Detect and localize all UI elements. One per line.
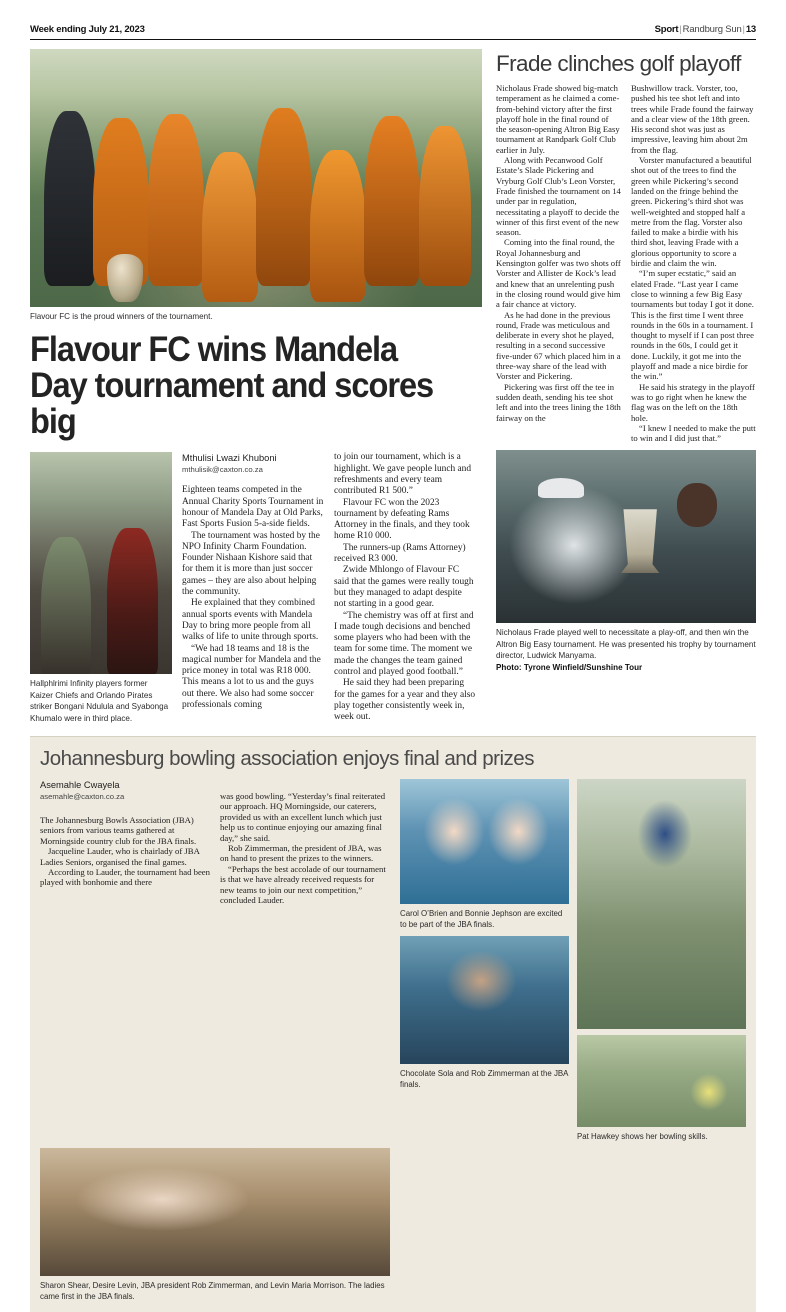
soccer-byline (182, 452, 324, 476)
bowling-caption-lawn: Pat Hawkey shows her bowling skills. (577, 1132, 708, 1142)
paragraph: to join our tournament, which is a highlight. We gave people lunch and refreshments and every team contributed R1 500.” (334, 452, 472, 497)
golf-body-col1 (496, 83, 621, 423)
masthead-publication: Randburg Sun (682, 24, 742, 35)
soccer-columns (30, 452, 482, 724)
golf-col-2 (631, 83, 756, 443)
bowling-byline (40, 779, 210, 803)
presenter-head (677, 483, 717, 527)
golf-columns (496, 83, 756, 443)
page-body (30, 49, 756, 724)
paragraph: Eighteen teams competed in the Annual Charity Sports Tournament in honour of Mandela Day at Old Parks, Fast Sports Fusion 5-a-side fields. (182, 485, 324, 530)
bowling-col-2 (220, 779, 390, 1142)
bowling-section (30, 736, 756, 1312)
trophy-cup (107, 254, 143, 302)
masthead-sep-1: | (679, 24, 682, 35)
bowling-group-photo (40, 1148, 390, 1276)
paragraph: Rob Zimmerman, the president of JBA, was on hand to present the prizes to the winners. (220, 843, 382, 864)
paragraph: Zwide Mhlongo of Flavour FC said that the games were really tough but they managed to adapt despite not starting in a good gear. (334, 565, 474, 610)
soccer-headline: Flavour FC wins Mandela Day tournament and scores big (30, 330, 434, 442)
golf-photo-caption (496, 623, 756, 673)
masthead-section-page (655, 24, 756, 35)
masthead (30, 0, 756, 40)
paragraph: Flavour FC won the 2023 tournament by defeating Rams Attorney in the finals, and they took home R10 000. (334, 497, 470, 542)
paragraph: The Johannesburg Bowls Association (JBA) seniors from various teams gathered at Morningside country club for the JBA finals. (40, 815, 197, 846)
bowling-men-photo (400, 936, 569, 1064)
paragraph: The tournament was hosted by the NPO Infinity Charm Foundation. Founder Nishaan Kishore said that for them it is more than just soccer games – they are also about helping the community. (182, 530, 320, 598)
soccer-byline-name: Mthulisi Lwazi Khuboni (182, 453, 277, 464)
paragraph: “Perhaps the best accolade of our tournament is that we have already received requests for new teams to join our next competition,” concluded Lauder. (220, 863, 386, 906)
golf-caption-text: Nicholaus Frade played well to necessitate a play-off, and then win the Altron Big Easy tournament. He was presented his trophy by tournament director, Ludwick Manyama. (496, 628, 756, 661)
masthead-date: Week ending July 21, 2023 (30, 24, 145, 35)
paragraph: As he had done in the previous round, Frade was meticulous and deliberate in every shot he played, resulting in a second successive five-under 67 which placed him in a three-way share of the lead with Vorster and Pickering. (496, 309, 621, 382)
soccer-photo-caption: Flavour FC is the proud winners of the tournament. (30, 312, 213, 321)
paragraph: Bushwillow track. Vorster, too, pushed his tee shot left and into trees while Frade found the fairway and a clear view of the 18th green. His second shot was just as impressive, leaving him about 2m from the flag. (631, 83, 754, 155)
bowling-caption-group: Sharon Shear, Desire Levin, JBA president Rob Zimmerman, and Levin Maria Morrison. The ladies came first in the JBA finals. (40, 1281, 385, 1302)
paragraph: “I knew I needed to make the putt to win and I did just that.” (631, 422, 756, 444)
bowling-bottom-row (40, 1148, 746, 1302)
soccer-body-col1 (182, 485, 324, 711)
bowling-photo-area (400, 779, 746, 1142)
bowling-photo-col-b (577, 779, 746, 1142)
bowling-body-col2 (220, 791, 390, 905)
bowling-headline: Johannesburg bowling association enjoys final and prizes (40, 747, 534, 771)
soccer-col-photo (30, 452, 172, 724)
soccer-players-caption: Hallphlrimi Infinity players former Kaizer Chiefs and Orlando Pirates striker Bongani Ndulula and Syabonga Khumalo were in third place. (30, 679, 169, 723)
soccer-col-1 (182, 452, 324, 724)
soccer-players-photo (30, 452, 172, 674)
soccer-col-2 (334, 452, 476, 724)
soccer-article (30, 49, 482, 724)
bowling-byline-name: Asemahle Cwayela (40, 780, 120, 791)
paragraph: He explained that they combined annual sports events with Mandela Day to bring more people from all walks of life to unite through sports. (182, 598, 319, 643)
bowling-caption-men: Chocolate Sola and Rob Zimmerman at the JBA finals. (400, 1069, 568, 1090)
masthead-section: Sport (654, 24, 679, 35)
bowling-byline-email: asemahle@caxton.co.za (40, 792, 125, 802)
paragraph: Jacqueline Lauder, who is chairlady of JBA Ladies Seniors, organised the final games. (40, 846, 200, 867)
bowling-body-col1 (40, 815, 210, 888)
bowling-two-ladies-photo (400, 779, 569, 904)
golf-photo (496, 450, 756, 623)
golf-trophy (618, 509, 662, 573)
bowling-group-block (40, 1148, 390, 1302)
golf-body-col2 (631, 83, 756, 443)
golfer-cap (538, 478, 584, 498)
paragraph: Pickering was first off the tee in sudden death, sending his tee shot left and into the trees lining the 18th fairway on the (496, 381, 621, 423)
paragraph: He said his strategy in the playoff was to go right when he knew the flag was on the left on the 18th hole. (631, 381, 755, 423)
paragraph: He said they had been preparing for the games for a year and they also play together consistently week in, week out. (334, 678, 476, 723)
paragraph: “I’m super ecstatic,” said an elated Frade. “Last year I came close to winning a few Big Easy tournaments but today I got it done. This is the first time I went three rounds in the 60s in a tournament. I thought to myself if I can post three rounds in the 60s, I could get it done. Luckily, it got me into the playoff and made a nice birdie for the win.” (631, 268, 754, 382)
soccer-body-col2 (334, 452, 476, 723)
bowling-grid (40, 779, 746, 1142)
bowling-photo-col-a (400, 779, 569, 1142)
golf-photo-credit: Photo: Tyrone Winfield/Sunshine Tour (496, 662, 643, 672)
paragraph: “We had 18 teams and 18 is the magical number for Mandela and the price money in total was R18 000. This means a lot to us and the guys out there. We also had some soccer professionals coming (182, 643, 321, 711)
paragraph: Nicholaus Frade showed big-match temperament as he claimed a come-from-behind victory after the first playoff hole in the final round of the season-opening Altron Big Easy tournament at Randpark Golf Club earlier in July. (496, 83, 620, 155)
paragraph: Coming into the final round, the Royal Johannesburg and Kensington golfer was two shots off Vorster and Allister de Kock’s lead and knew that an unrelenting push in the closing round would give him a fair chance at victory. (496, 237, 621, 310)
bowling-lady-bowling-photo (577, 779, 746, 1029)
golf-article (496, 49, 756, 724)
bowling-caption-two-ladies: Carol O’Brien and Bonnie Jephson are excited to be part of the JBA finals. (400, 909, 563, 930)
paragraph: Vorster manufactured a beautiful shot out of the trees to find the green while Pickering’s second landed on the fringe behind the green. Pickering’s third shot was well-weighted and stopped half a metre from the flag. Vorster also failed to make a birdie with his third shot, leaving Frade with a glorious opportunity to score a birdie and claim the win. (631, 155, 752, 269)
soccer-byline-email: mthulisik@caxton.co.za (182, 465, 263, 475)
bowling-col-1 (40, 779, 210, 1142)
paragraph: According to Lauder, the tournament had been played with bonhomie and there (40, 867, 210, 888)
paragraph: Along with Pecanwood Golf Estate’s Slade Pickering and Vryburg Golf Club’s Leon Vorster, Frade finished the tournament on 14 under par in regulation, necessitating a playoff to decide the winner of this first event of the new season. (496, 155, 621, 238)
bowling-lawn-photo (577, 1035, 746, 1127)
paragraph: “The chemistry was off at first and I made tough decisions and benched some players who had been with the team for some time. The moment we made the changes the team gained control and played good football.” (334, 610, 474, 678)
masthead-page-number: 13 (745, 24, 756, 35)
paragraph: was good bowling. “Yesterday’s final reiterated our approach. HQ Morningside, our caterers, provided us with an excellent lunch which just help us to continue enjoying our amazing final day,” she said. (220, 791, 386, 843)
paragraph: The runners-up (Rams Attorney) received R3 000. (334, 542, 466, 565)
soccer-team-photo (30, 49, 482, 307)
masthead-sep-2: | (742, 24, 745, 35)
golf-col-1 (496, 83, 621, 443)
golf-headline: Frade clinches golf playoff (496, 51, 741, 76)
